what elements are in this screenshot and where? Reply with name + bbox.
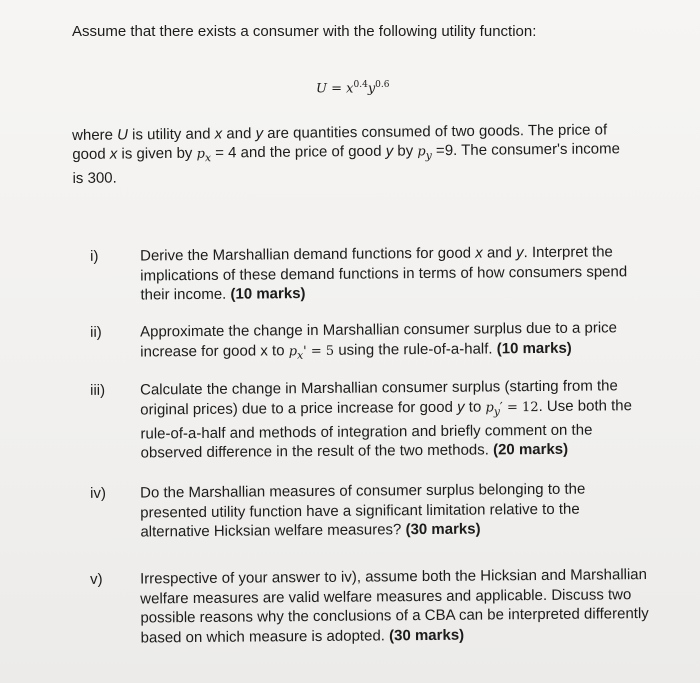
price-x-new: [288, 343, 335, 362]
question-number: iv): [90, 484, 106, 502]
q-text: to: [464, 397, 486, 416]
q-text: . Use both the rule-of-a-half and methods of integration and briefly comment on the observed difference in the result of the two methods.: [140, 396, 633, 462]
eq-y-exp: 0.6: [375, 80, 390, 90]
math-rest: ' = 5: [303, 343, 335, 359]
question-2: [82, 318, 662, 362]
q-text: Calculate the change in Marshallian consumer surplus (starting from the original prices) due to a price increase for good: [140, 377, 618, 418]
para-var-x: x: [109, 145, 118, 163]
math-sub: x: [296, 348, 304, 362]
para-text: =9. The consumer's income is 300.: [72, 140, 621, 187]
eq-y: y: [367, 81, 376, 97]
marks-label: (30 marks): [405, 520, 481, 539]
para-text: = 4 and the price of good: [210, 142, 386, 162]
price-x-symbol: p: [196, 146, 205, 162]
question-number: iii): [90, 381, 106, 399]
price-x: [196, 146, 212, 165]
eq-x-exp: 0.4: [353, 80, 368, 90]
price-y-new: [485, 399, 539, 418]
question-number: i): [90, 247, 99, 265]
question-text: [140, 479, 652, 542]
para-text: where: [72, 126, 118, 144]
price-y: [417, 144, 432, 162]
marks-label: (10 marks): [230, 285, 306, 303]
question-3: [82, 376, 662, 462]
para-var-y: y: [255, 125, 264, 143]
q-var: x: [475, 244, 483, 262]
eq-x: x: [346, 81, 354, 97]
question-4: [82, 479, 662, 541]
q-var: y: [457, 398, 465, 416]
question-5: [82, 565, 662, 646]
question-number: ii): [90, 323, 102, 341]
question-text: [140, 565, 653, 647]
q-text: Approximate the change in Marshallian consumer surplus due to a price increase for good x to: [140, 319, 618, 360]
utility-equation: [316, 80, 390, 96]
q-text: using the rule-of-a-half.: [334, 339, 497, 359]
para-var-x: x: [214, 125, 223, 143]
math-rest: ′ = 12: [499, 399, 539, 415]
question-text: [140, 318, 652, 366]
q-text: Irrespective of your answer to iv), assume both the Hicksian and Marshallian welfare measures are valid welfare measures and applicable. Discuss two possible reasons why the conclusions of a CBA can be interpreted differently based on which measure is adopted.: [140, 566, 649, 646]
question-text: [140, 242, 652, 305]
question-number: v): [90, 570, 103, 588]
eq-lhs: U: [316, 81, 327, 97]
q-text: . Interpret the implications of these demand functions in terms of how consumers spend their income.: [140, 243, 628, 304]
para-var-u: U: [117, 126, 129, 144]
marks-label: (10 marks): [496, 339, 572, 357]
problem-description: [72, 120, 633, 187]
math-symbol: p: [485, 399, 494, 415]
para-text: is utility and: [127, 125, 215, 144]
para-text: by: [393, 142, 418, 160]
math-symbol: p: [288, 343, 298, 359]
para-text: is given by: [117, 144, 197, 163]
eq-sign: =: [326, 81, 347, 97]
price-x-sub: x: [204, 151, 212, 165]
price-y-symbol: p: [417, 144, 426, 160]
q-text: Derive the Marshallian demand functions for good: [140, 244, 476, 265]
price-y-sub: y: [425, 148, 432, 162]
q-var: y: [516, 244, 524, 262]
q-text: Do the Marshallian measures of consumer surplus belonging to the presented utility function have a significant limitation relative to the alternative Hicksian welfare measures?: [140, 480, 586, 541]
q-text: and: [482, 244, 517, 262]
marks-label: (30 marks): [389, 626, 465, 644]
para-var-y: y: [385, 142, 394, 160]
question-1: [82, 242, 662, 304]
para-text: are quantities consumed of two goods. The price of good: [72, 121, 608, 163]
intro-text: Assume that there exists a consumer with the following utility function:: [72, 23, 537, 40]
math-sub: y: [493, 404, 500, 418]
para-text: and: [222, 125, 256, 143]
marks-label: (20 marks): [492, 440, 569, 459]
question-text: [140, 376, 653, 463]
